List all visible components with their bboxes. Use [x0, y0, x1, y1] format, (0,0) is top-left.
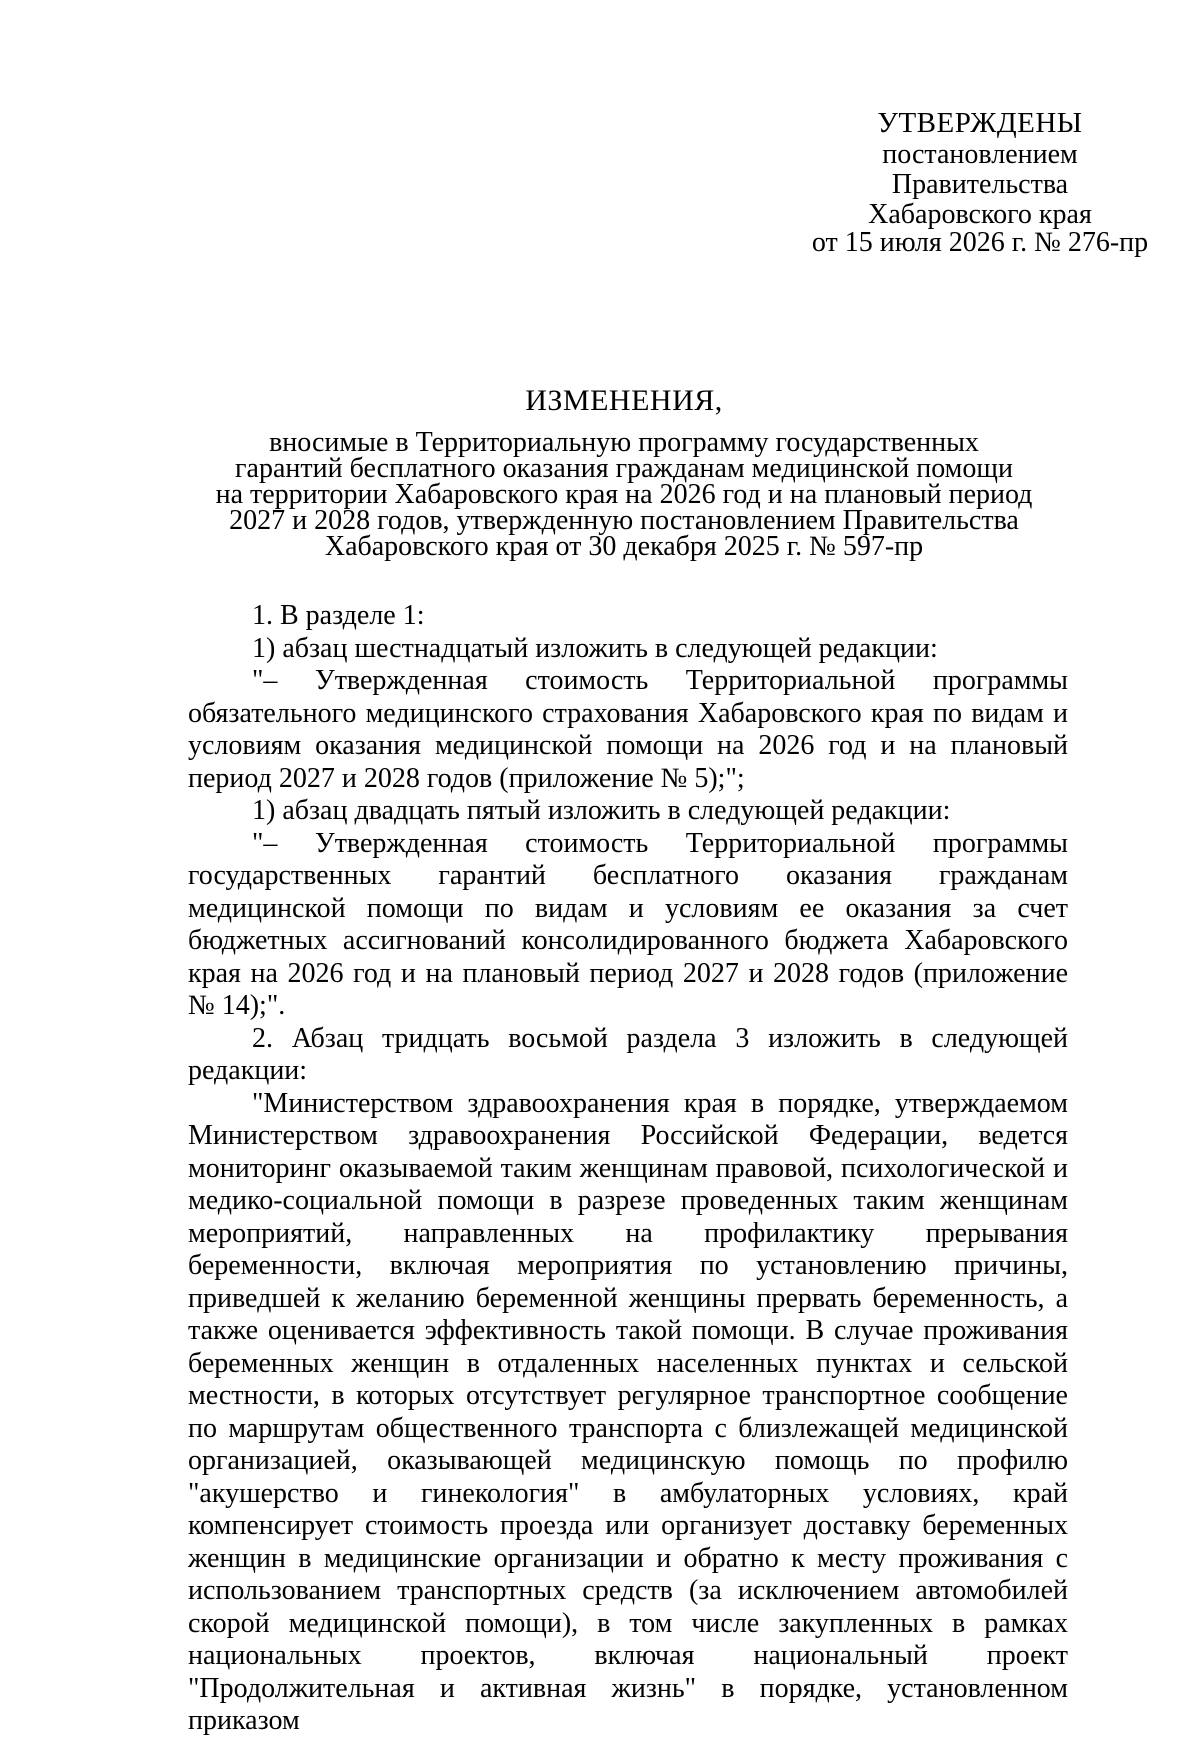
approval-title: УТВЕРЖДЕНЫ: [877, 107, 1083, 139]
document-subtitle-line: Хабаровского края от 30 декабря 2025 г. № 597-пр: [324, 531, 924, 562]
approval-stamp: [750, 107, 1200, 258]
document-subtitle-line: 2027 и 2028 годов, утвержденную постановлением Правительства: [229, 505, 1019, 536]
approval-line-government: Правительства: [891, 169, 1069, 200]
document-subtitle-line: вносимые в Территориальную программу государственных: [269, 427, 979, 458]
body-paragraph: 1) абзац шестнадцатый изложить в следующей редакции:: [252, 632, 938, 664]
body-paragraph: 2. Абзац тридцать восьмой раздела 3 изложить в следующей редакции:: [188, 1022, 1068, 1086]
body-paragraph: "– Утвержденная стоимость Территориальной программы государственных гарантий бесплатного оказания гражданам медицинской помощи по видам и условиям ее оказания за счет бюджетных ассигнований консолидированного бюджета Хабаровского края на 2026 год и на плановый период 2027 и 2028 годов (приложение № 14);".: [188, 827, 1068, 1021]
document-title: ИЗМЕНЕНИЯ,: [525, 384, 723, 417]
approval-date: от 15 июля 2026 г. № 276-пр: [811, 227, 1149, 258]
document-body: [188, 600, 1068, 1738]
document-heading: [184, 384, 1064, 560]
approval-line-region: Хабаровского края: [868, 199, 1092, 230]
body-paragraph: 1) абзац двадцать пятый изложить в следующей редакции:: [252, 795, 951, 826]
approval-line-resolution: постановлением: [882, 139, 1078, 170]
body-paragraph: "Министерством здравоохранения края в порядке, утверждаемом Министерством здравоохранения Российской Федерации, ведется мониторинг оказываемой таким женщинам правовой, психологической и медико-социальной помощи в разрезе проведенных таким женщинам мероприятий, направленных на профилактику прерывания беременности, включая мероприятия по установлению причины, приведшей к желанию беременной женщины прервать беременность, а также оценивается эффективность такой помощи. В случае проживания беременных женщин в отдаленных населенных пунктах и сельской местности, в которых отсутствует регулярное транспортное сообщение по маршрутам общественного транспорта с близлежащей медицинской организацией, оказывающей медицинскую помощь по профилю "акушерство и гинекология" в амбулаторных условиях, край компенсирует стоимость проезда или организует доставку беременных женщин в медицинские организации и обратно к месту проживания с использованием транспортных средств (за исключением автомобилей скорой медицинской помощи), в том числе закупленных в рамках национальных проектов, включая национальный проект "Продолжительная и активная жизнь" в порядке, установленном приказом: [188, 1087, 1068, 1736]
body-paragraph: "– Утвержденная стоимость Территориальной программы обязательного медицинского страхования Хабаровского края по видам и условиям оказания медицинской помощи на 2026 год и на плановый период 2027 и 2028 годов (приложение № 5);";: [188, 665, 1068, 794]
body-paragraph: 1. В разделе 1:: [252, 600, 425, 631]
document-subtitle-line: гарантий бесплатного оказания гражданам медицинской помощи: [235, 453, 1013, 484]
document-subtitle-line: на территории Хабаровского края на 2026 год и на плановый период: [215, 479, 1033, 510]
